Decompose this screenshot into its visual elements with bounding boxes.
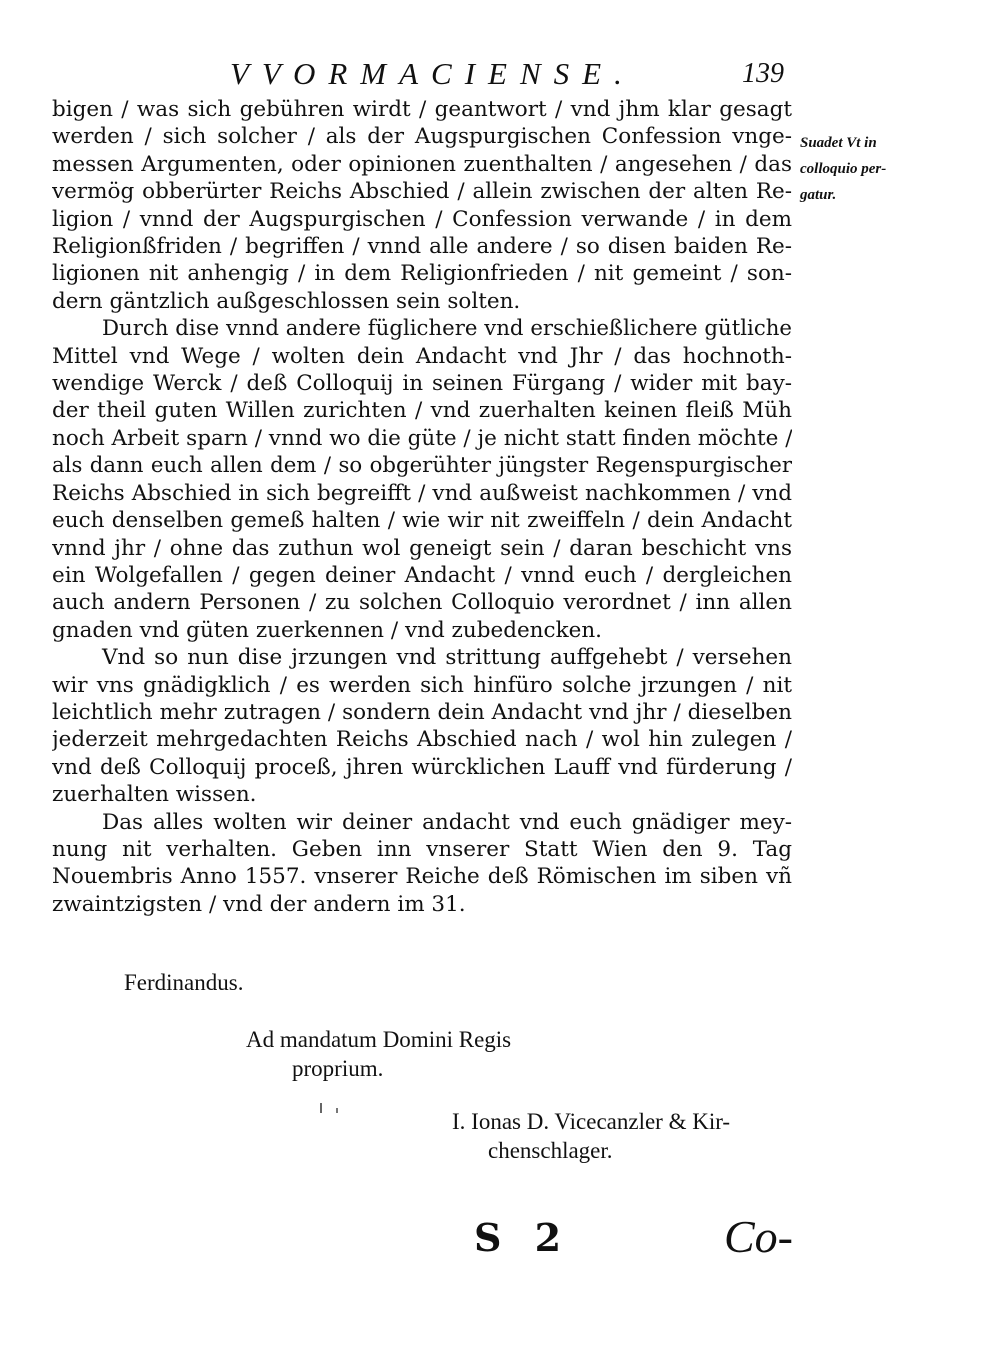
text-line: noch Arbeit sparn / vnnd wo die güte / je nicht statt finden möchte / [52, 425, 792, 451]
chancellor-signature: chenschlager. [488, 1138, 613, 1163]
text-line: jederzeit mehrgedachten Reichs Abschied nach / wol hin zulegen / [52, 727, 792, 753]
text-line: als dann euch allen dem / so obgerühter jüngster Regenspurgischer [52, 453, 792, 479]
margin-note [800, 130, 990, 208]
ink-speck [320, 1103, 322, 1113]
text-line: bigen / was sich gebühren wirdt / geantwort / vnd jhm klar gesagt [52, 97, 792, 122]
text-line: werden / sich solcher / als der Augspurgischen Confession vnge- [52, 124, 792, 150]
text-line: dern gäntzlich außgeschlossen sein solten. [52, 288, 521, 314]
text-line: wendige Werck / deß Colloquij in seinen Fürgang / wider mit bay- [52, 371, 792, 397]
paragraph-start-line: Das alles wolten wir deiner andacht vnd euch gnädiger mey- [102, 809, 792, 835]
margin-note-line: colloquio per- [800, 161, 887, 177]
text-line: leichtlich mehr zutragen / sondern dein Andacht vnd jhr / dieselben [52, 699, 792, 725]
text-line: Nouembris Anno 1557. vnserer Reiche deß Römischen im siben vñ [52, 864, 792, 890]
text-line: vnnd jhr / ohne das zuthun wol geneigt sein / daran beschicht vns [52, 535, 792, 561]
text-line: zuerhalten wissen. [52, 782, 257, 808]
margin-note-line: Suadet Vt in [800, 135, 877, 151]
text-line: Reichs Abschied in sich begreifft / vnd außweist nachkommen / vnd [52, 480, 792, 506]
page-number: 139 [742, 58, 784, 89]
signature-ferdinandus: Ferdinandus. [124, 970, 244, 995]
text-line: gnaden vnd güten zuerkennen / vnd zubedencken. [52, 617, 603, 643]
signature-mark: S 2 [474, 1215, 572, 1260]
text-line: nung nit verhalten. Geben inn vnserer Statt Wien den 9. Tag [52, 836, 792, 862]
text-line: messen Argumenten, oder opinionen zuenthalten / angesehen / das [52, 151, 792, 177]
text-line: Religionßfriden / begriffen / vnnd alle andere / so disen baiden Re- [52, 234, 792, 260]
text-line: ligionen nit anhengig / in dem Religionfrieden / nit gemeint / son- [52, 261, 792, 287]
text-line: auch andern Personen / zu solchen Colloquio verordnet / inn allen [52, 590, 792, 616]
catchword: Co- [724, 1211, 793, 1262]
text-line: Mittel vnd Wege / wolten dein Andacht vnd Jhr / das hochnoth- [52, 343, 792, 369]
main-text-block [52, 96, 792, 918]
ink-speck [336, 1108, 338, 1113]
text-line: vermög obberürter Reichs Abschied / allein zwischen der alten Re- [52, 179, 792, 205]
text-line: ligion / vnnd der Augspurgischen / Confession verwande / in dem [52, 206, 792, 232]
mandate-line: proprium. [292, 1056, 384, 1081]
text-line: ein Wolgefallen / gegen deiner Andacht / vnnd euch / dergleichen [52, 562, 792, 588]
text-line: euch denselben gemeß halten / wie wir nit zweiffeln / dein Andacht [52, 508, 792, 534]
text-line: zwaintzigsten / vnd der andern im 31. [52, 891, 466, 917]
text-line: vnd deß Colloquij proceß, jhren würcklichen Lauff vnd fürderung / [52, 754, 792, 780]
paragraph-start-line: Vnd so nun dise jrzungen vnd strittung auffgehebt / versehen [102, 645, 792, 671]
running-head: VVORMACIENSE. [230, 56, 635, 91]
paragraph-start-line: Durch dise vnnd andere füglichere vnd erschießlichere gütliche [102, 316, 792, 342]
mandate-line: Ad mandatum Domini Regis [246, 1027, 512, 1052]
margin-note-line: gatur. [800, 187, 837, 203]
chancellor-signature: I. Ionas D. Vicecanzler & Kir- [452, 1109, 731, 1134]
text-line: wir vns gnädigklich / es werden sich hinfüro solche jrzungen / nit [52, 672, 792, 698]
text-line: der theil guten Willen zurichten / vnd zuerhalten keinen fleiß Müh [52, 398, 792, 424]
